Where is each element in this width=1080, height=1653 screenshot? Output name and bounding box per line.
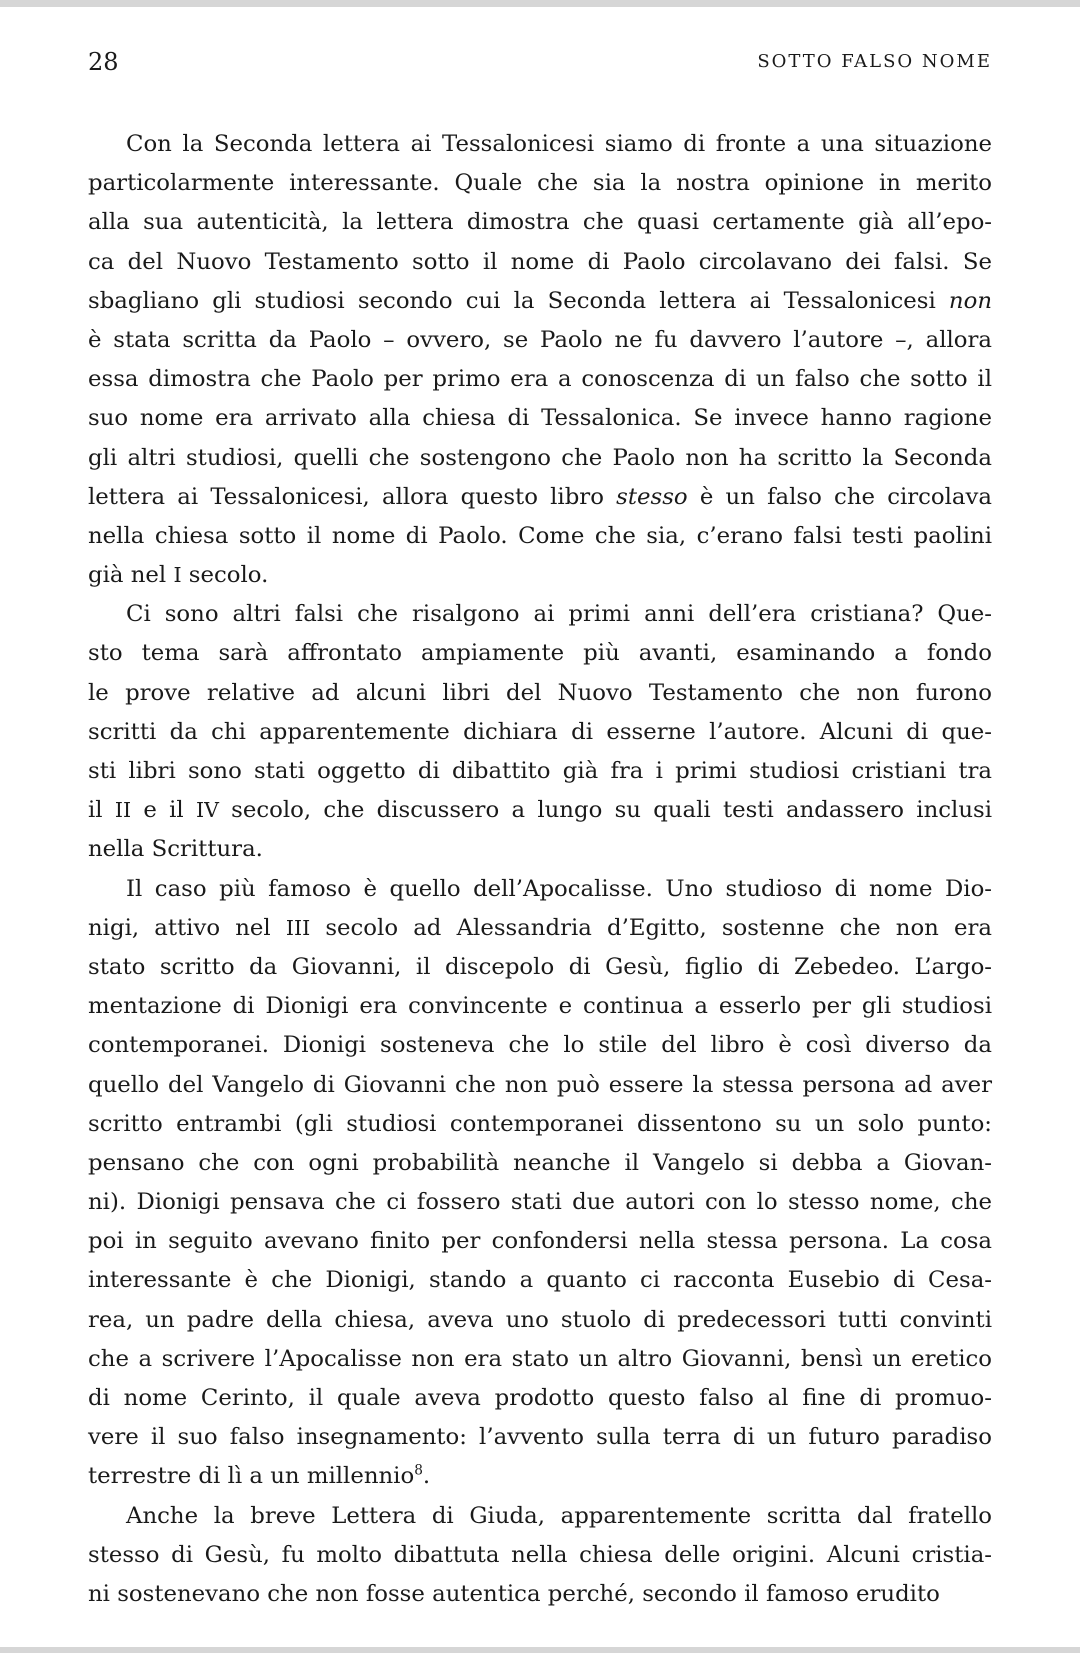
text-line: alla sua autenticità, la lettera dimostra che quasi certamente già all’epo- [88, 209, 992, 236]
roman-numeral: II [114, 798, 132, 823]
text-line: lettera ai Tessalonicesi, allora questo libro stesso è un falso che circolava [88, 483, 992, 510]
paragraph [88, 125, 992, 595]
text-line: suo nome era arrivato alla chiesa di Tessalonica. Se invece hanno ragione [88, 405, 992, 432]
text-line: pensano che con ogni probabilità neanche il Vangelo si debba a Giovan- [88, 1149, 992, 1176]
text-line: vere il suo falso insegnamento: l’avvento sulla terra di un futuro paradiso [88, 1424, 992, 1451]
text-line: ca del Nuovo Testamento sotto il nome di Paolo circolavano dei falsi. Se [88, 248, 992, 275]
roman-numeral: I [173, 563, 182, 588]
text-line: sti libri sono stati oggetto di dibattito già fra i primi studiosi cristiani tra [88, 758, 992, 784]
running-title: SOTTO FALSO NOME [757, 51, 992, 72]
text-line: stato scritto da Giovanni, il discepolo di Gesù, figlio di Zebedeo. L’argo- [88, 953, 992, 980]
text-line: terrestre di lì a un millennio$^8$. [88, 1462, 431, 1490]
text-line: contemporanei. Dionigi sosteneva che lo stile del libro è così diverso da [88, 1032, 992, 1059]
text-line: nella chiesa sotto il nome di Paolo. Come che sia, c’erano falsi testi paolini [88, 522, 992, 549]
text-line: sto tema sarà affrontato ampiamente più avanti, esaminando a fondo [88, 640, 992, 667]
text-line: Il caso più famoso è quello dell’Apocalisse. Uno studioso di nome Dio- [126, 875, 992, 902]
text-line: il II e il IV secolo, che discussero a lungo su quali testi andassero inclusi [88, 797, 992, 824]
text-line: interessante è che Dionigi, stando a quanto ci racconta Eusebio di Cesa- [88, 1267, 992, 1294]
text-line: nigi, attivo nel III secolo ad Alessandria d’Egitto, sostenne che non era [88, 914, 992, 941]
text-line: sbagliano gli studiosi secondo cui la Seconda lettera ai Tessalonicesi non [88, 287, 992, 314]
italic-text: non [948, 287, 992, 314]
text-line: nella Scrittura. [88, 836, 263, 863]
italic-text: stesso [616, 483, 688, 510]
paragraph [88, 595, 992, 869]
bottom-rule [0, 1647, 1080, 1653]
body-text [88, 125, 992, 1614]
text-line: stesso di Gesù, fu molto dibattuta nella chiesa delle origini. Alcuni cristia- [88, 1541, 992, 1568]
text-line: particolarmente interessante. Quale che sia la nostra opinione in merito [88, 170, 992, 197]
text-line: scritti da chi apparentemente dichiara di esserne l’autore. Alcuni di que- [88, 718, 992, 745]
text-line: essa dimostra che Paolo per primo era a conoscenza di un falso che sotto il [88, 366, 992, 393]
text-line: Con la Seconda lettera ai Tessalonicesi siamo di fronte a una situazione [126, 131, 992, 157]
text-line: scritto entrambi (gli studiosi contemporanei dissentono su un solo punto: [88, 1110, 992, 1137]
page-number: 28 [88, 48, 119, 76]
text-line: ni sostenevano che non fosse autentica perché, secondo il famoso erudito [88, 1580, 940, 1607]
roman-numeral: III [285, 915, 311, 940]
text-line: di nome Cerinto, il quale aveva prodotto questo falso al fine di promuo- [88, 1385, 992, 1411]
paragraph [88, 870, 992, 1497]
running-head [88, 42, 992, 82]
text-line: poi in seguito avevano finito per confondersi nella stessa persona. La cosa [88, 1228, 992, 1255]
roman-numeral: IV [196, 798, 219, 823]
text-line: gli altri studiosi, quelli che sostengono che Paolo non ha scritto la Seconda [88, 444, 992, 471]
text-line: Ci sono altri falsi che risalgono ai primi anni dell’era cristiana? Que- [126, 601, 992, 628]
text-line: che a scrivere l’Apocalisse non era stato un altro Giovanni, bensì un eretico [88, 1345, 992, 1372]
text-line: è stata scritta da Paolo – ovvero, se Paolo ne fu davvero l’autore –, allora [88, 326, 992, 353]
text-line: mentazione di Dionigi era convincente e continua a esserlo per gli studiosi [88, 993, 992, 1020]
text-line: già nel I secolo. [88, 562, 269, 589]
text-line: quello del Vangelo di Giovanni che non può essere la stessa persona ad aver [88, 1071, 992, 1098]
text-line: Anche la breve Lettera di Giuda, apparentemente scritta dal fratello [126, 1502, 992, 1529]
text-line: ni). Dionigi pensava che ci fossero stati due autori con lo stesso nome, che [88, 1189, 992, 1216]
text-line: le prove relative ad alcuni libri del Nuovo Testamento che non furono [88, 679, 992, 706]
footnote-ref: 8 [414, 1462, 423, 1479]
text-line: rea, un padre della chiesa, aveva uno stuolo di predecessori tutti convinti [88, 1306, 992, 1333]
paragraph [88, 1497, 992, 1615]
